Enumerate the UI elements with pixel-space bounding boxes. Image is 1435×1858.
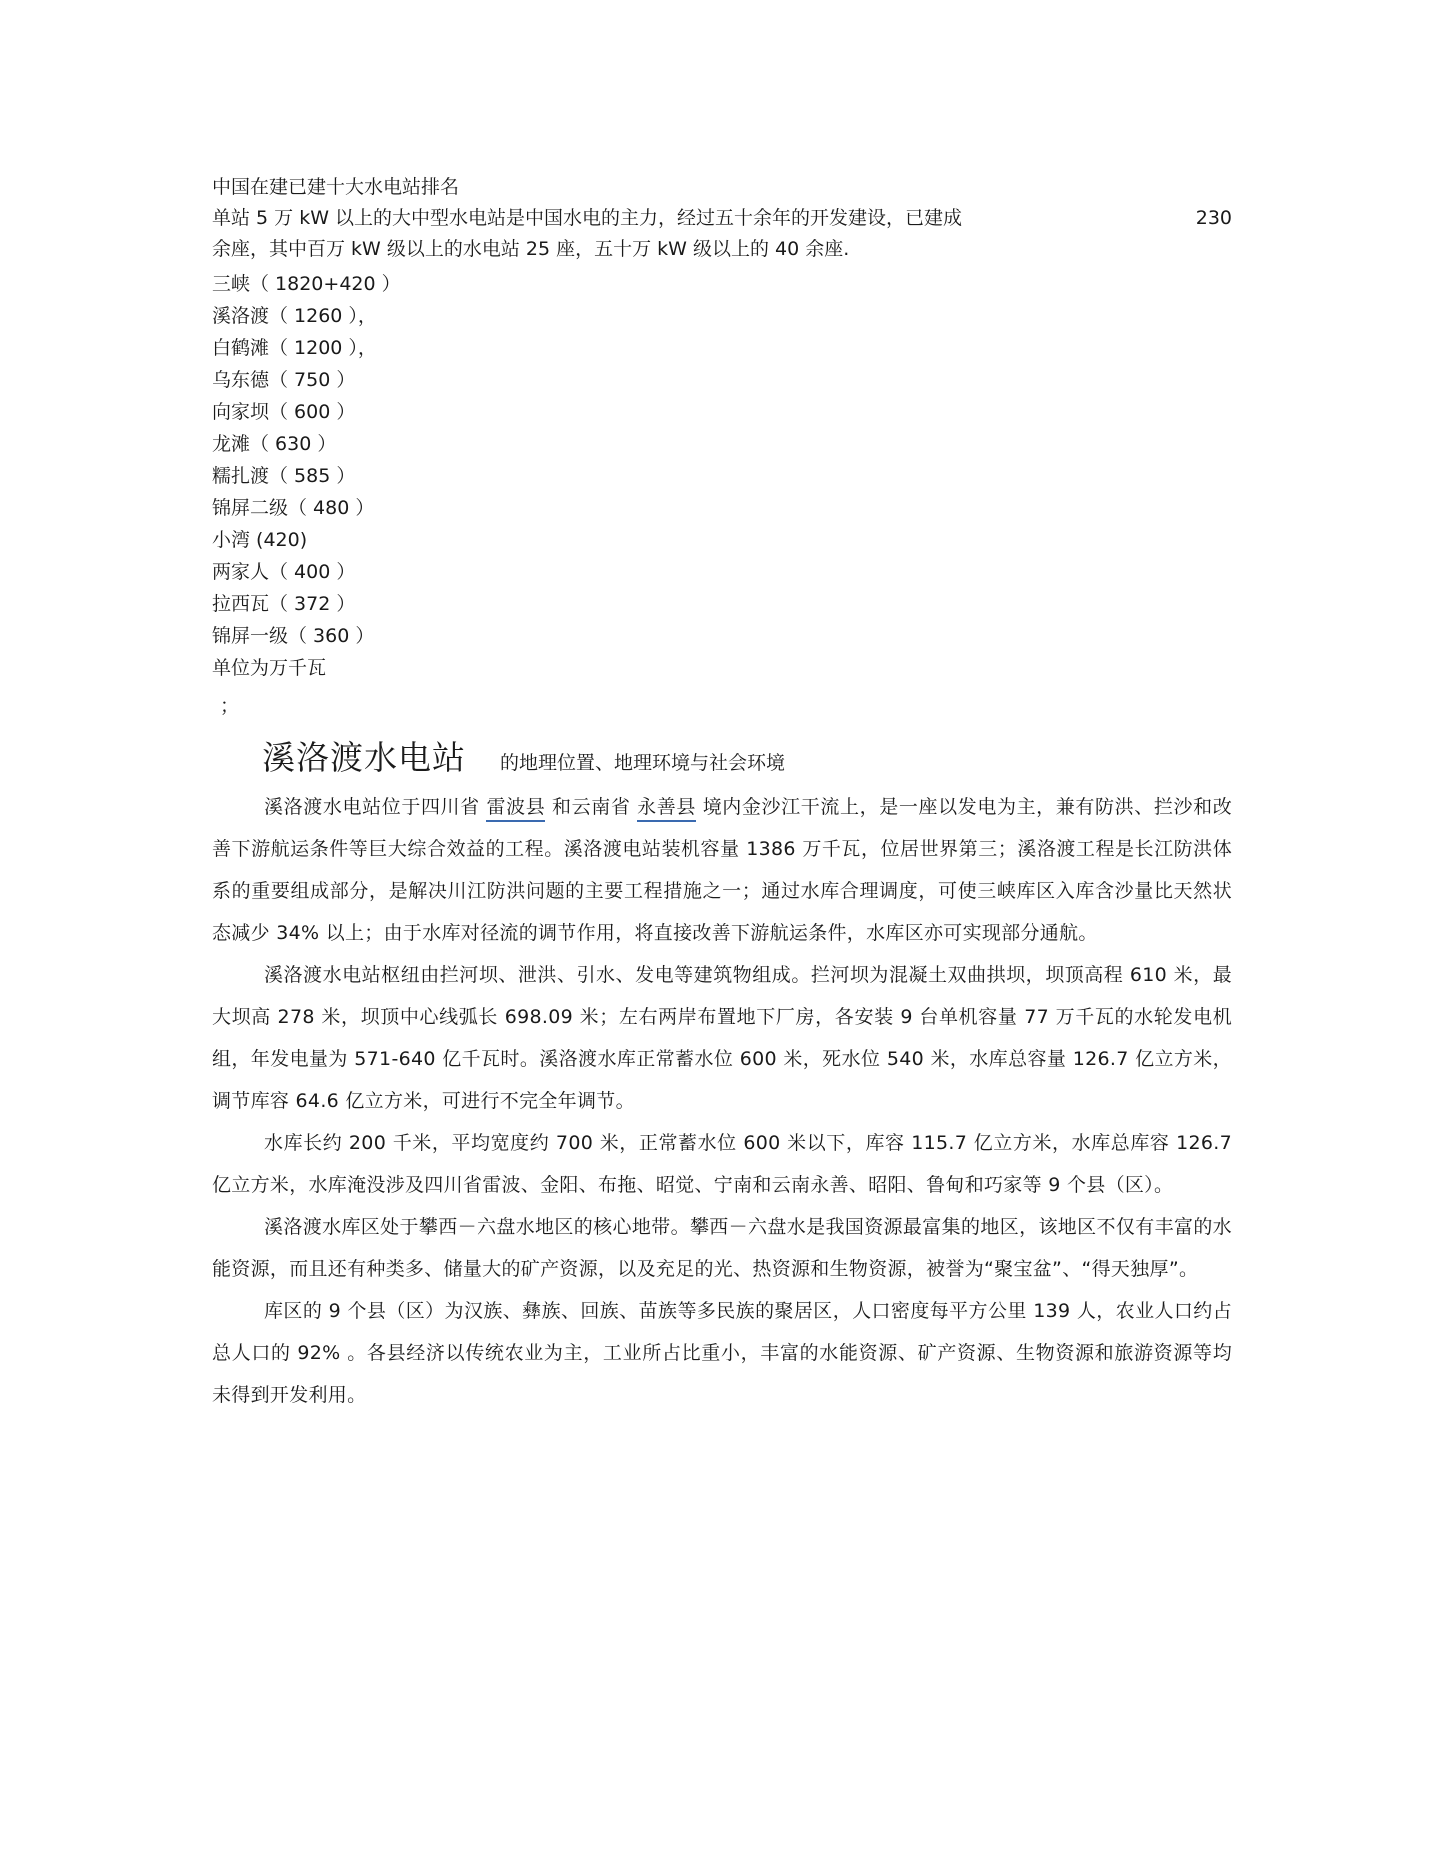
list-item: 白鹤滩（ 1200 ），: [212, 337, 377, 359]
section-heading-main: 溪洛渡水电站: [262, 738, 466, 777]
paragraph-1-text-b: 和云南省: [552, 796, 631, 818]
paragraph-1-text-a: 溪洛渡水电站位于四川省: [264, 796, 480, 818]
list-item: 溪洛渡（ 1260 ），: [212, 305, 377, 327]
list-item: 三峡（ 1820+420 ）: [212, 273, 401, 295]
document-content: [212, 172, 1232, 1416]
intro-line-2: 余座，其中百万 kW 级以上的水电站 25 座，五十万 kW 级以上的 40 余座.: [212, 238, 850, 260]
section-heading-sub: 的地理位置、地理环境与社会环境: [500, 752, 786, 774]
paragraph-2: 溪洛渡水电站枢纽由拦河坝、泄洪、引水、发电等建筑物组成。拦河坝为混凝土双曲拱坝，坝顶高程 610 米，最大坝高 278 米，坝顶中心线弧长 698.09 米；左右两岸布置地下厂房，各安装 9 台单机容量 77 万千瓦的水轮发电机组，年发电量为 571-640 亿千瓦时。溪洛渡水库正常蓄水位 600 米，死水位 540 米，水库总容量 126.7 亿立方米，调节库容 64.6 亿立方米，可进行不完全年调节。: [212, 964, 1232, 1112]
intro-line-1: [212, 203, 1232, 234]
unit-note: 单位为万千瓦: [212, 657, 327, 679]
list-item: 小湾 (420): [212, 529, 308, 551]
paragraph-1: [212, 786, 1232, 954]
list-item: 锦屏二级（ 480 ）: [212, 497, 375, 519]
paragraph-5: 库区的 9 个县（区）为汉族、彝族、回族、苗族等多民族的聚居区，人口密度每平方公里 139 人，农业人口约占总人口的 92% 。各县经济以传统农业为主，工业所占比重小，丰富的水能资源、矿产资源、生物资源和旅游资源等均未得到开发利用。: [212, 1300, 1232, 1406]
intro-block: [212, 172, 1232, 265]
list-item: 锦屏一级（ 360 ）: [212, 625, 375, 647]
paragraph-3: 水库长约 200 千米，平均宽度约 700 米，正常蓄水位 600 米以下，库容 115.7 亿立方米，水库总库容 126.7 亿立方米，水库淹没涉及四川省雷波、金阳、布拖、昭觉、宁南和云南永善、昭阳、鲁甸和巧家等 9 个县（区）。: [212, 1132, 1232, 1196]
paragraph-4: 溪洛渡水库区处于攀西－六盘水地区的核心地带。攀西－六盘水是我国资源最富集的地区，该地区不仅有丰富的水能资源，而且还有种类多、储量大的矿产资源，以及充足的光、热资源和生物资源，被誉为“聚宝盆”、“得天独厚”。: [212, 1216, 1232, 1280]
list-item: 向家坝（ 600 ）: [212, 401, 356, 423]
list-item: 拉西瓦（ 372 ）: [212, 593, 356, 615]
paragraph-1-text-c: 境内金沙江干流上，是一座以发电为主，兼有防洪、拦沙和改善下游航运条件等巨大综合效益的工程。溪洛渡电站装机容量 1386 万千瓦，位居世界第三；溪洛渡工程是长江防洪体系的重要组成部分，是解决川江防洪问题的主要工程措施之一；通过水库合理调度，可使三峡库区入库含沙量比天然状态减少 34% 以上；由于水库对径流的调节作用，将直接改善下游航运条件，水库区亦可实现部分通航。: [212, 796, 1233, 944]
yongshan-county-link[interactable]: 永善县: [637, 796, 696, 822]
intro-line-1-text: 单站 5 万 kW 以上的大中型水电站是中国水电的主力，经过五十余年的开发建设，已建成: [212, 207, 963, 229]
list-item: 乌东德（ 750 ）: [212, 369, 356, 391]
doc-title: 中国在建已建十大水电站排名: [212, 176, 460, 198]
section-heading: [212, 732, 1232, 786]
list-item: 龙滩（ 630 ）: [212, 433, 337, 455]
section-body: [212, 786, 1232, 1416]
list-item: 糯扎渡（ 585 ）: [212, 465, 356, 487]
semicolon-mark: ；: [220, 695, 240, 717]
intro-line-1-number: 230: [1195, 207, 1232, 229]
list-item: 两家人（ 400 ）: [212, 561, 356, 583]
ranking-list: [212, 268, 1232, 684]
leibo-county-link[interactable]: 雷波县: [486, 796, 545, 822]
